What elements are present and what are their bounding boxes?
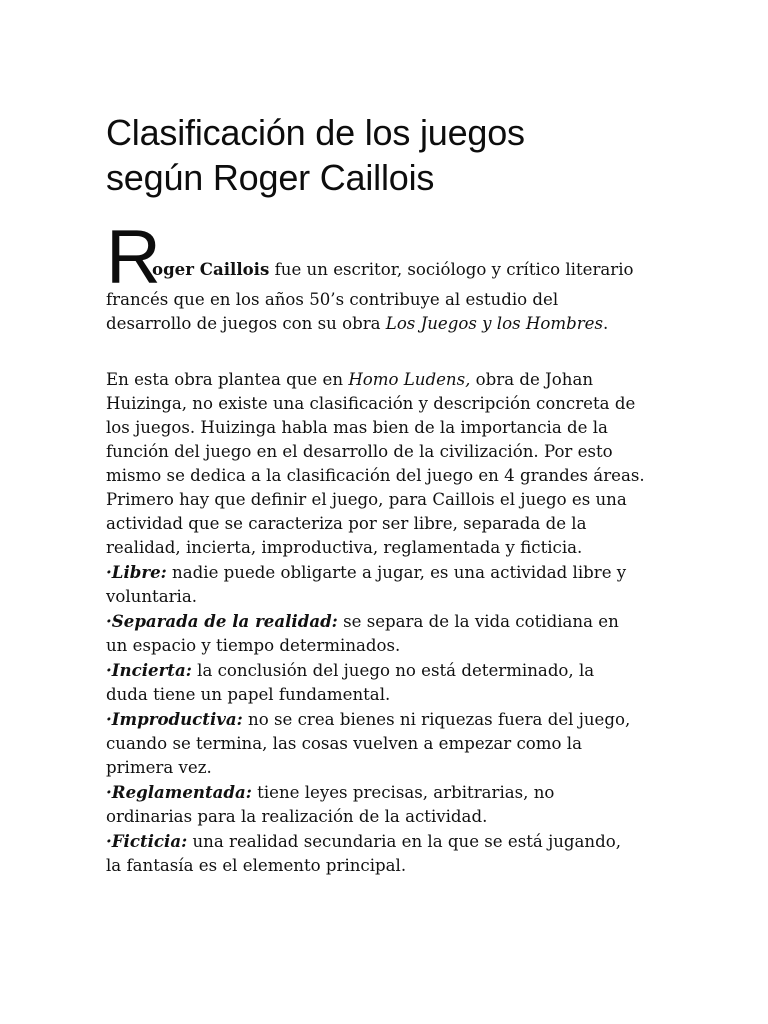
intro-line-1-text: fue un escritor, sociólogo y crítico literario <box>269 260 634 279</box>
characteristic-term: ·Ficticia: <box>106 831 188 851</box>
characteristic-item: ·Ficticia: una realidad secundaria en la que se está jugando, la fantasía es el elemento principal. <box>106 831 621 875</box>
body-line: actividad que se caracteriza por ser libre, separada de la <box>106 514 587 533</box>
page-title <box>106 110 666 200</box>
characteristic-term: ·Reglamentada: <box>106 782 252 802</box>
body-line: Primero hay que definir el juego, para Caillois el juego es una <box>106 490 627 509</box>
body-line: Huizinga, no existe una clasificación y descripción concreta de <box>106 394 636 413</box>
body-line: realidad, incierta, improductiva, reglamentada y ficticia. <box>106 538 583 557</box>
body-paragraph <box>106 368 666 878</box>
body-line: los juegos. Huizinga habla mas bien de la importancia de la <box>106 418 608 437</box>
homo-ludens-title: Homo Ludens, <box>348 370 471 389</box>
body-line: En esta obra plantea que en Homo Ludens, obra de Johan <box>106 370 594 389</box>
drop-cap: R <box>106 215 161 300</box>
characteristic-item: ·Libre: nadie puede obligarte a jugar, es una actividad libre y voluntaria. <box>106 562 627 606</box>
characteristic-term: ·Incierta: <box>106 660 192 680</box>
title-line-2: según Roger Caillois <box>106 157 435 198</box>
characteristic-item: ·Incierta: la conclusión del juego no está determinado, la duda tiene un papel fundamental. <box>106 660 595 704</box>
body-line: función del juego en el desarrollo de la civilización. Por esto <box>106 442 613 461</box>
characteristic-term: ·Separada de la realidad: <box>106 611 338 631</box>
characteristic-item: ·Separada de la realidad: se separa de la vida cotidiana en un espacio y tiempo determinados. <box>106 611 619 655</box>
work-title: Los Juegos y los Hombres <box>385 314 603 333</box>
characteristic-item: ·Reglamentada: tiene leyes precisas, arbitrarias, no ordinarias para la realización de la actividad. <box>106 782 555 826</box>
characteristic-term: ·Improductiva: <box>106 709 243 729</box>
characteristic-item: ·Improductiva: no se crea bienes ni riquezas fuera del juego, cuando se termina, las cosas vuelven a empezar como la primera vez. <box>106 709 631 777</box>
characteristic-term: ·Libre: <box>106 562 167 582</box>
author-name: oger Caillois <box>152 259 270 279</box>
title-line-1: Clasificación de los juegos <box>106 112 525 153</box>
intro-paragraph <box>106 215 666 336</box>
intro-line-2: francés que en los años 50’s contribuye al estudio del <box>106 290 559 309</box>
body-line: mismo se dedica a la clasificación del juego en 4 grandes áreas. <box>106 466 645 485</box>
intro-line-3: desarrollo de juegos con su obra Los Juegos y los Hombres. <box>106 314 609 333</box>
